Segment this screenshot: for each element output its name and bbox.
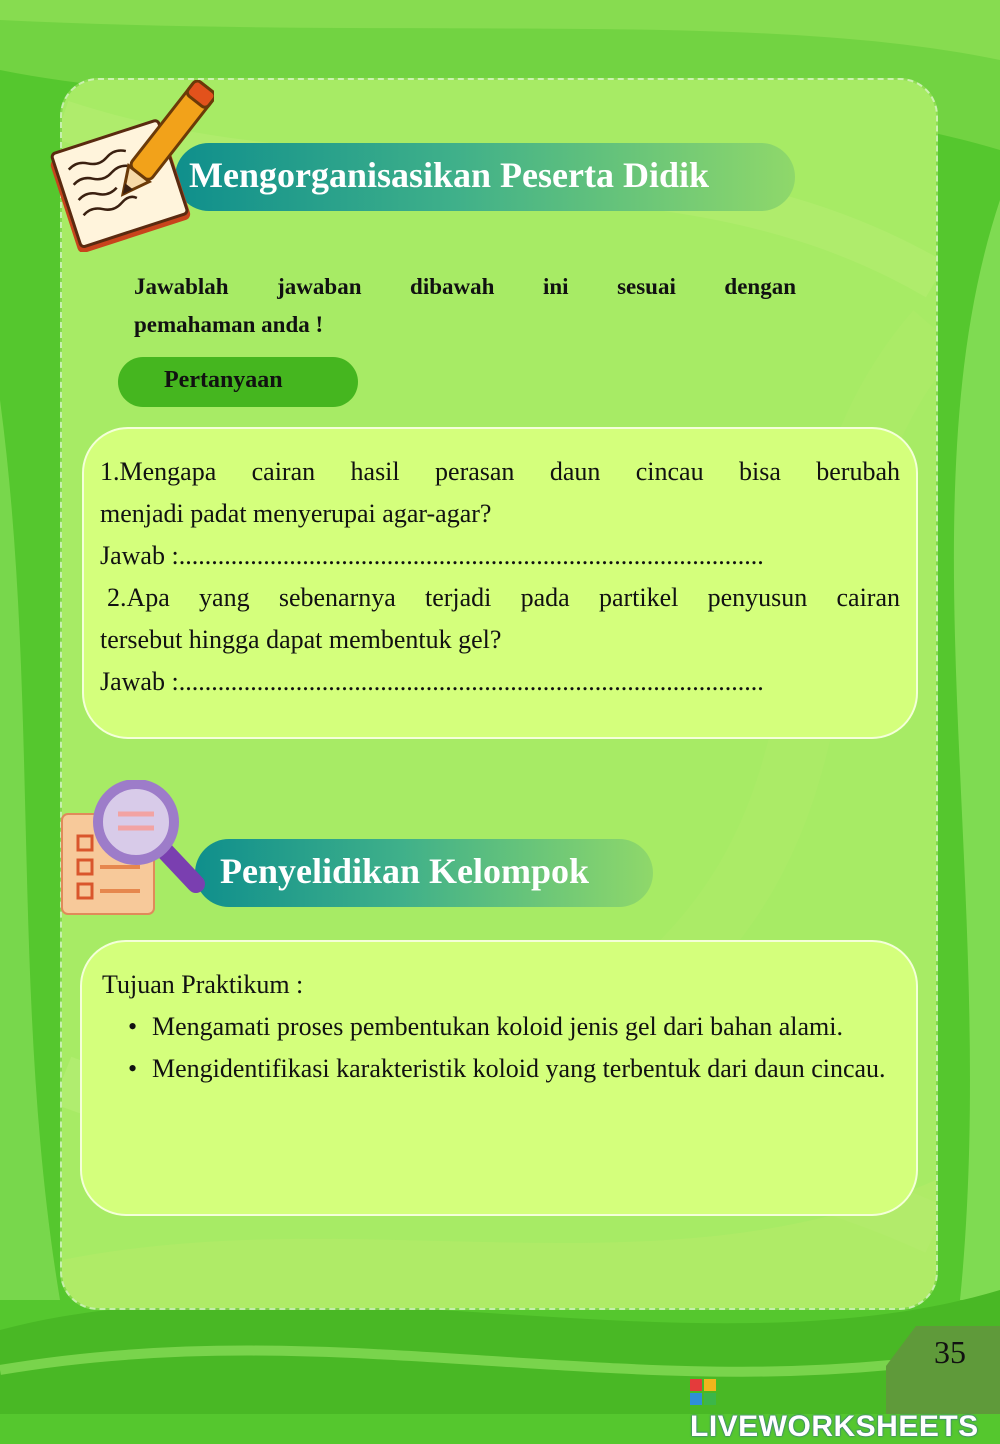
tujuan-praktikum-label: Tujuan Praktikum : xyxy=(102,970,304,999)
instruction-line-1: Jawablah jawaban dibawah ini sesuai dengan xyxy=(134,274,796,299)
list-item: • Mengamati proses pembentukan koloid jenis gel dari bahan alami. xyxy=(126,1006,902,1048)
page-number: 35 xyxy=(934,1334,966,1370)
pertanyaan-label: Pertanyaan xyxy=(118,357,358,407)
section-title-penyelidikan: Penyelidikan Kelompok xyxy=(195,839,653,907)
tujuan-list xyxy=(126,1006,902,1090)
answer-2-field[interactable]: Jawab :.......................................................................................... xyxy=(100,667,764,696)
bullet-icon: • xyxy=(128,1012,138,1041)
liveworksheets-brand[interactable] xyxy=(690,1376,1000,1443)
checklist-magnifier-icon xyxy=(56,780,211,920)
section-title-mengorganisasikan: Mengorganisasikan Peserta Didik xyxy=(175,143,795,211)
instruction-text xyxy=(134,268,796,344)
answer-1-field[interactable]: Jawab :.......................................................................................... xyxy=(100,541,764,570)
question-1-line-1: 1.Mengapa cairan hasil perasan daun cincau bisa berubah xyxy=(100,457,900,486)
instruction-line-2: pemahaman anda ! xyxy=(134,312,324,337)
question-2-line-1: 2.Apa yang sebenarnya terjadi pada partikel penyusun cairan xyxy=(107,583,900,612)
liveworksheets-logo-icon xyxy=(690,1379,716,1405)
question-1-line-2: menjadi padat menyerupai agar-agar? xyxy=(100,499,492,528)
brand-text: LIVEWORKSHEETS xyxy=(690,1410,979,1443)
notebook-pen-icon xyxy=(44,80,214,252)
question-2-line-2: tersebut hingga dapat membentuk gel? xyxy=(100,625,502,654)
bullet-icon: • xyxy=(128,1054,138,1083)
list-item: • Mengidentifikasi karakteristik koloid yang terbentuk dari daun cincau. xyxy=(126,1048,902,1090)
